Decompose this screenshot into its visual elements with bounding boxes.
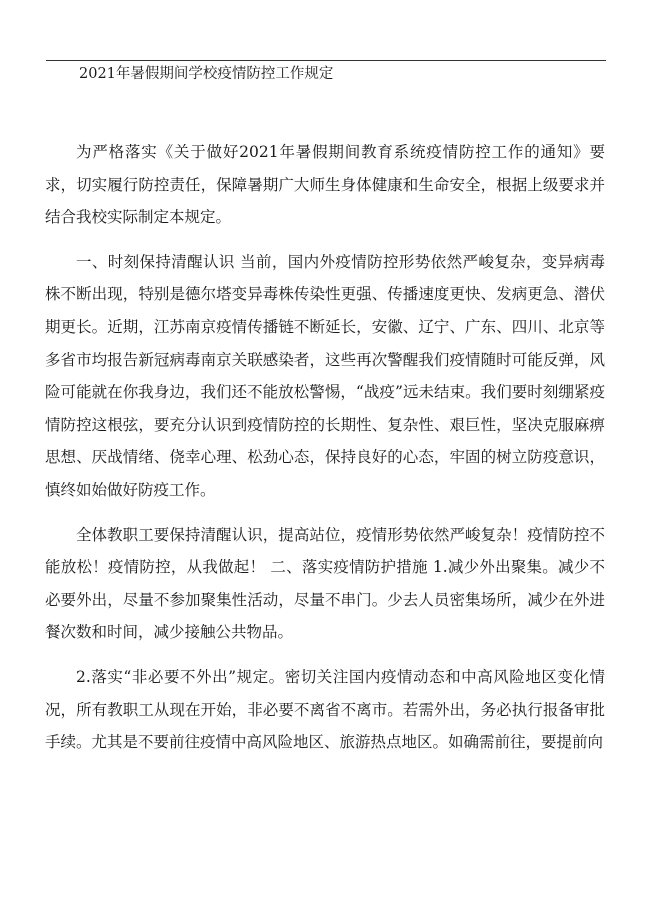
header-rule (46, 60, 606, 61)
page-header-title: 2021年暑假期间学校疫情防控工作规定 (79, 66, 334, 82)
paragraph-intro: 为严格落实《关于做好2021年暑假期间教育系统疫情防控工作的通知》要求，切实履行防控责任，保障暑期广大师生身体健康和生命安全，根据上级要求并结合我校实际制定本规定。 (45, 143, 605, 227)
paragraph-section-two: 全体教职工要保持清醒认识，提高站位，疫情形势依然严峻复杂！疫情防控不能放松！疫情防控，从我做起！ 二、落实疫情防护措施 1.减少外出聚集。减少不必要外出，尽量不参加聚集性活动，尽量不串门。少去人员密集场所，减少在外进餐次数和时间，减少接触公共物品。 (45, 525, 605, 642)
paragraph-section-one: 一、时刻保持清醒认识 当前，国内外疫情防控形势依然严峻复杂，变异病毒株不断出现，特别是德尔塔变异毒株传染性更强、传播速度更快、发病更急、潜伏期更长。近期，江苏南京疫情传播链不断延长，安徽、辽宁、广东、四川、北京等多省市均报告新冠病毒南京关联感染者，这些再次警醒我们疫情随时可能反弹，风险可能就在你我身边，我们还不能放松警惕，“战疫”远未结束。我们要时刻绷紧疫情防控这根弦，要充分认识到疫情防控的长期性、复杂性、艰巨性，坚决克服麻痹思想、厌战情绪、侥幸心理、松劲心态，保持良好的心态，牢固的树立防疫意识，慎终如始做好防疫工作。 (45, 252, 605, 499)
paragraph-item-two: 2.落实“非必要不外出”规定。密切关注国内疫情动态和中高风险地区变化情况，所有教职工从现在开始，非必要不离省不离市。若需外出，务必执行报备审批手续。尤其是不要前往疫情中高风险地区、旅游热点地区。如确需前往，要提前向 (45, 667, 605, 752)
document-body (45, 136, 605, 771)
